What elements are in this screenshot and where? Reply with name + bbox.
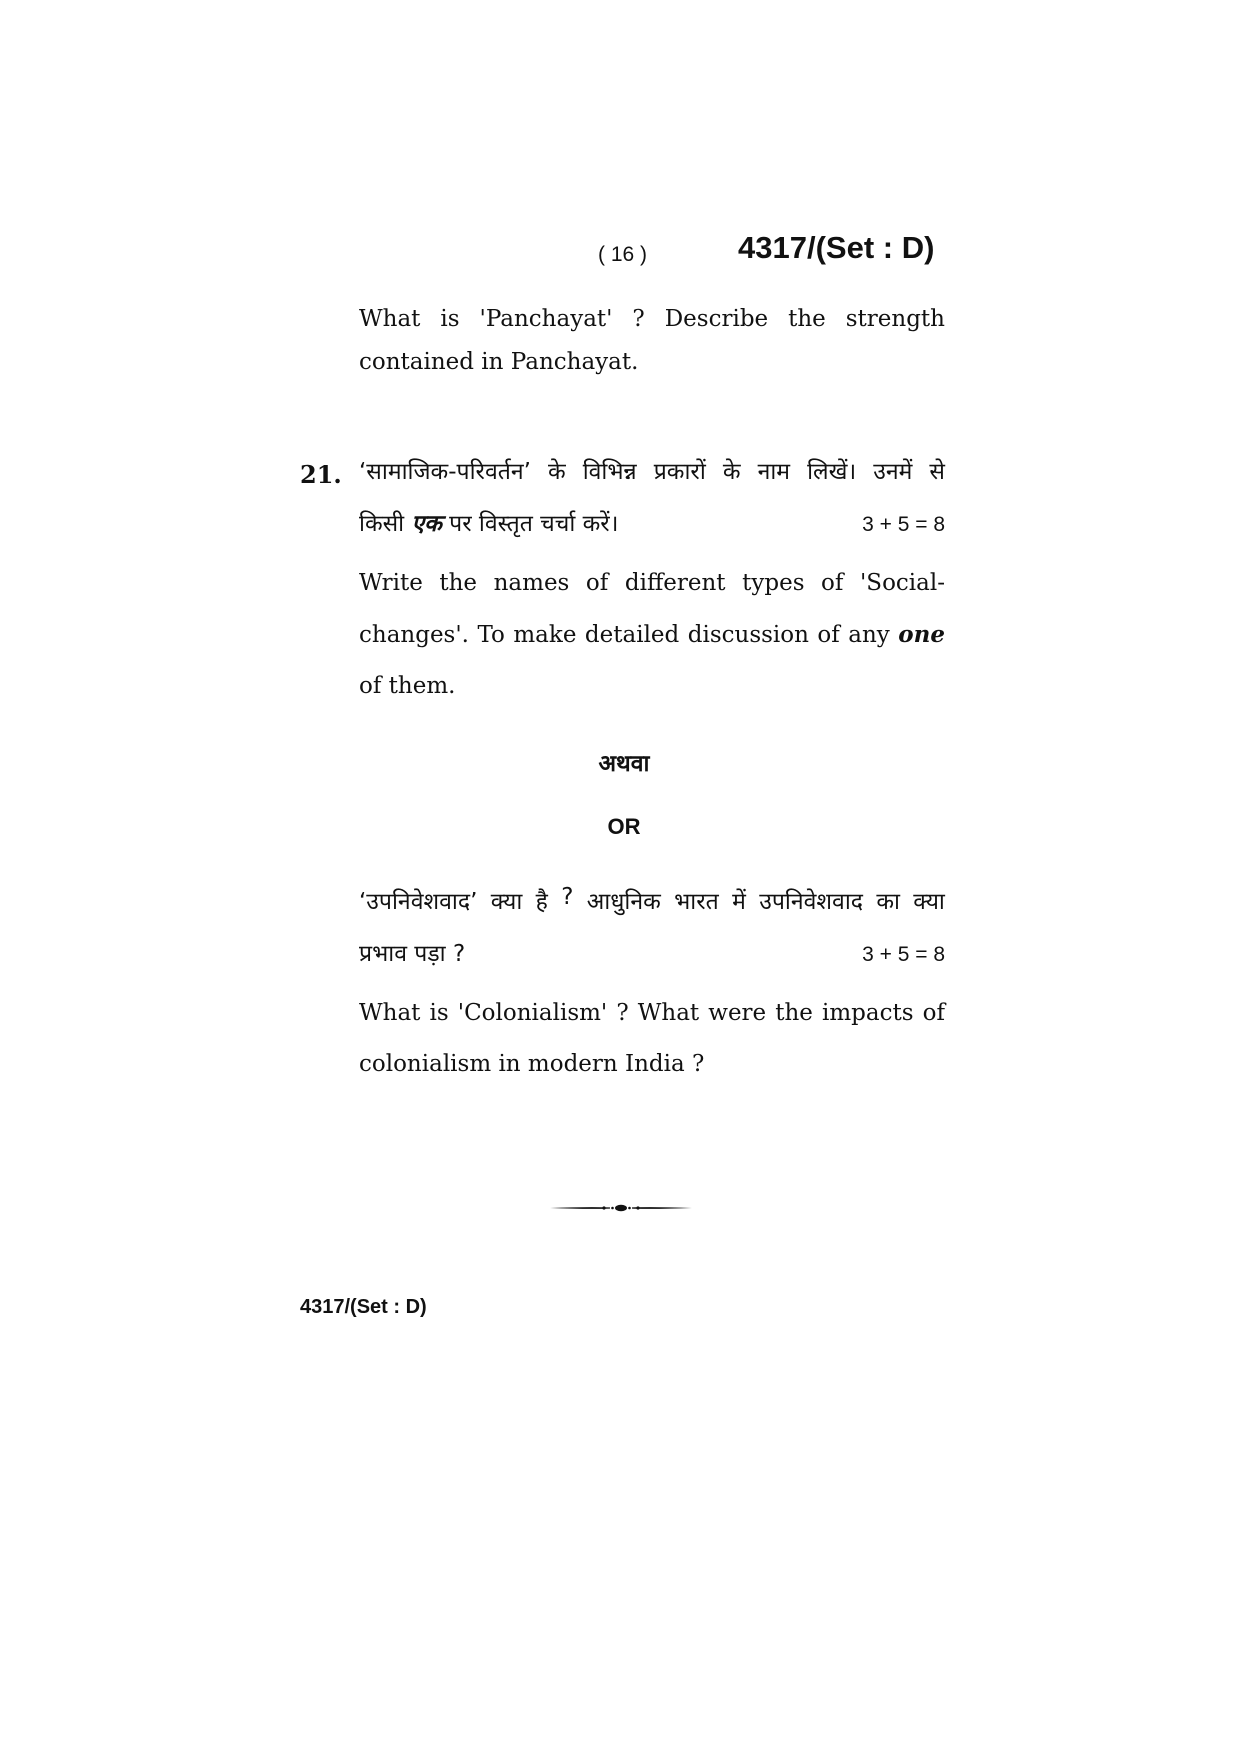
or-hindi: अथवा: [598, 751, 650, 777]
hi-word: ?: [561, 884, 574, 910]
hi-word: उपनिवेशवाद: [759, 889, 863, 915]
alt-marks-label: 3 + 5 = 8: [862, 943, 945, 966]
or-english: OR: [607, 814, 641, 839]
hi-word: ‘उपनिवेशवाद’: [359, 889, 478, 915]
alt-hindi-line2: [359, 936, 945, 968]
hi-word: के: [722, 459, 741, 485]
page-number: ( 16 ): [598, 243, 648, 266]
alt-english-text: What is 'Colonialism' ? What were the impacts of colonialism in modern India ?: [359, 1000, 945, 1077]
marks-label: 3 + 5 = 8: [862, 513, 945, 536]
q20-english-text: What is 'Panchayat' ? Describe the strength contained in Panchayat.: [359, 306, 945, 375]
q21-hindi-line1: [359, 454, 945, 486]
hi-word: उनमें: [873, 459, 913, 485]
hi-text: किसी: [359, 511, 412, 537]
hi-word: ‘सामाजिक-परिवर्तन’: [359, 459, 531, 485]
ornament-divider-icon: [548, 1198, 694, 1218]
hi-word: क्या: [913, 889, 945, 915]
question-number: 21.: [300, 460, 342, 489]
hi-word: का: [876, 889, 900, 915]
hi-word: नाम: [757, 459, 791, 485]
hi-word: विभिन्न: [582, 459, 637, 485]
paper-code-footer: 4317/(Set : D): [300, 1296, 427, 1318]
hi-word: क्या: [490, 889, 523, 915]
hi-word: भारत: [674, 889, 719, 915]
hi-word: है: [535, 889, 548, 915]
en-text: of them.: [359, 673, 456, 699]
emphasis-one: one: [898, 621, 945, 648]
hi-word: से: [929, 459, 945, 485]
alt-hindi-line2-text: प्रभाव पड़ा ?: [359, 941, 466, 967]
en-text: Write the names of different types of 'Social-changes'. To make detailed discussion of any: [359, 570, 945, 648]
hi-word: प्रकारों: [653, 459, 706, 485]
paper-code-header: 4317/(Set : D): [738, 230, 935, 265]
q21-hindi-line2: [359, 506, 945, 538]
q21-english-text: [359, 558, 945, 712]
q21-hindi-line2-text: [359, 506, 618, 538]
hi-word: लिखें।: [807, 459, 857, 485]
hi-word: आधुनिक: [586, 889, 661, 915]
hi-word: के: [547, 459, 566, 485]
hi-word: में: [732, 889, 746, 915]
hi-text: पर विस्तृत चर्चा करें।: [441, 511, 619, 537]
emphasis-ek: एक: [411, 511, 442, 537]
alt-hindi-line1: [359, 884, 945, 916]
